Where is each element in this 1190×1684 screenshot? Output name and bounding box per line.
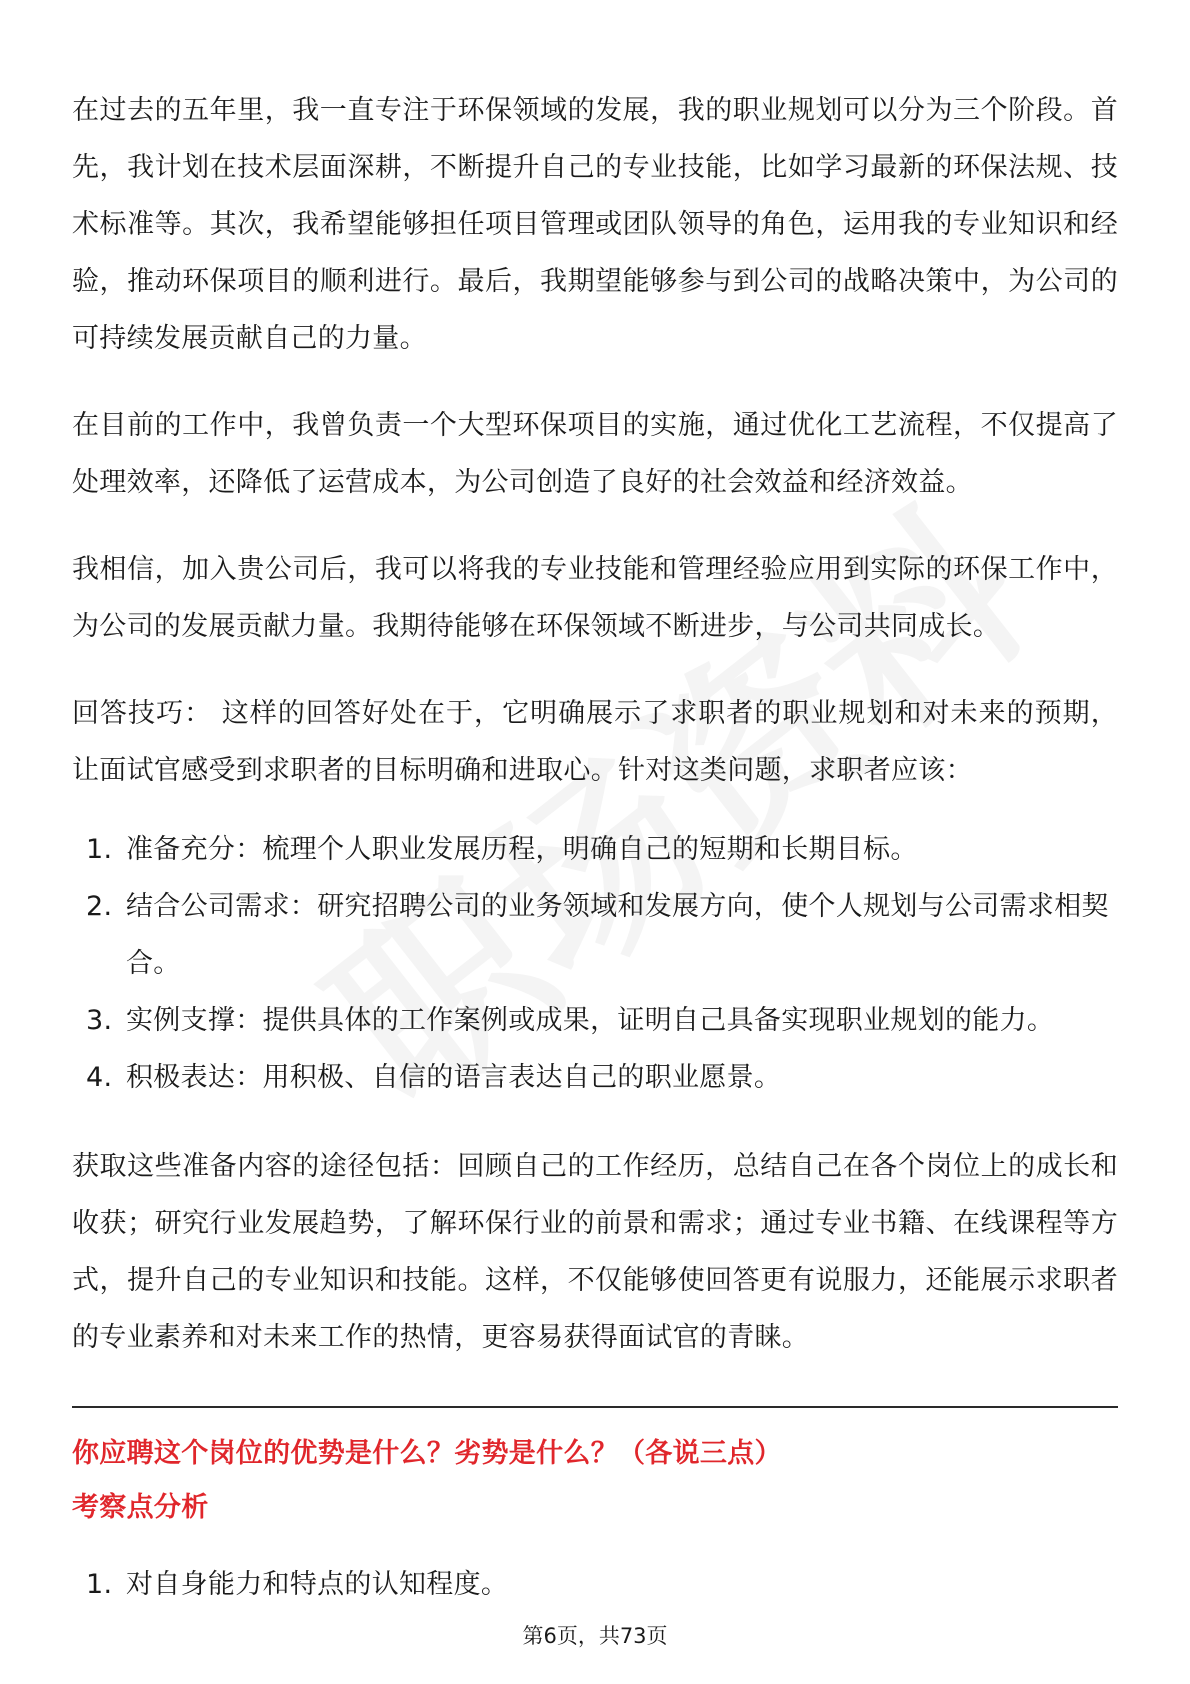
page-content bbox=[72, 82, 1118, 1645]
list-item-text: 对自身能力和特点的认知程度。 bbox=[126, 1569, 509, 1600]
list-item-number: 3. bbox=[86, 1005, 113, 1036]
paragraph-career-plan: 在过去的五年里，我一直专注于环保领域的发展，我的职业规划可以分为三个阶段。首先，我计划在技术层面深耕，不断提升自己的专业技能，比如学习最新的环保法规、技术标准等。其次，我希望能够担任项目管理或团队领导的角色，运用我的专业知识和经验，推动环保项目的顺利进行。最后，我期望能够参与到公司的战略决策中，为公司的可持续发展贡献自己的力量。 bbox=[72, 95, 1118, 354]
list-item-number: 1. bbox=[86, 834, 113, 865]
list-item-text: 实例支撑：提供具体的工作案例或成果，证明自己具备实现职业规划的能力。 bbox=[126, 1005, 1055, 1036]
list-item-text: 积极表达：用积极、自信的语言表达自己的职业愿景。 bbox=[126, 1062, 782, 1093]
list-item bbox=[72, 1049, 1118, 1106]
analysis-heading: 考察点分析 bbox=[72, 1492, 209, 1523]
list-item-text: 结合公司需求：研究招聘公司的业务领域和发展方向，使个人规划与公司需求相契合。 bbox=[126, 891, 1109, 979]
question-title: 你应聘这个岗位的优势是什么？劣势是什么？（各说三点） bbox=[72, 1438, 782, 1469]
page-number: 第6页，共73页 bbox=[522, 1624, 668, 1648]
list-item-number: 2. bbox=[86, 891, 113, 922]
list-item-text: 准备充分：梳理个人职业发展历程，明确自己的短期和长期目标。 bbox=[126, 834, 918, 865]
paragraph-belief: 我相信，加入贵公司后，我可以将我的专业技能和管理经验应用到实际的环保工作中，为公司的发展贡献力量。我期待能够在环保领域不断进步，与公司共同成长。 bbox=[72, 554, 1118, 642]
paragraph-preparation-methods: 获取这些准备内容的途径包括：回顾自己的工作经历，总结自己在各个岗位上的成长和收获；研究行业发展趋势，了解环保行业的前景和需求；通过专业书籍、在线课程等方式，提升自己的专业知识和技能。这样，不仅能够使回答更有说服力，还能展示求职者的专业素养和对未来工作的热情，更容易获得面试官的青睐。 bbox=[72, 1151, 1118, 1353]
paragraph-current-work: 在目前的工作中，我曾负责一个大型环保项目的实施，通过优化工艺流程，不仅提高了处理效率，还降低了运营成本，为公司创造了良好的社会效益和经济效益。 bbox=[72, 410, 1118, 498]
analysis-points-list bbox=[72, 1556, 1118, 1613]
section-divider bbox=[72, 1406, 1118, 1408]
list-item bbox=[72, 1556, 1118, 1613]
list-item bbox=[72, 821, 1118, 878]
list-item-number: 1. bbox=[86, 1569, 113, 1600]
list-item bbox=[72, 992, 1118, 1049]
tips-list bbox=[72, 821, 1118, 1106]
list-item-number: 4. bbox=[86, 1062, 113, 1093]
paragraph-answer-tips: 回答技巧： 这样的回答好处在于，它明确展示了求职者的职业规划和对未来的预期，让面试官感受到求职者的目标明确和进取心。针对这类问题，求职者应该： bbox=[72, 698, 1118, 786]
list-item bbox=[72, 878, 1118, 992]
